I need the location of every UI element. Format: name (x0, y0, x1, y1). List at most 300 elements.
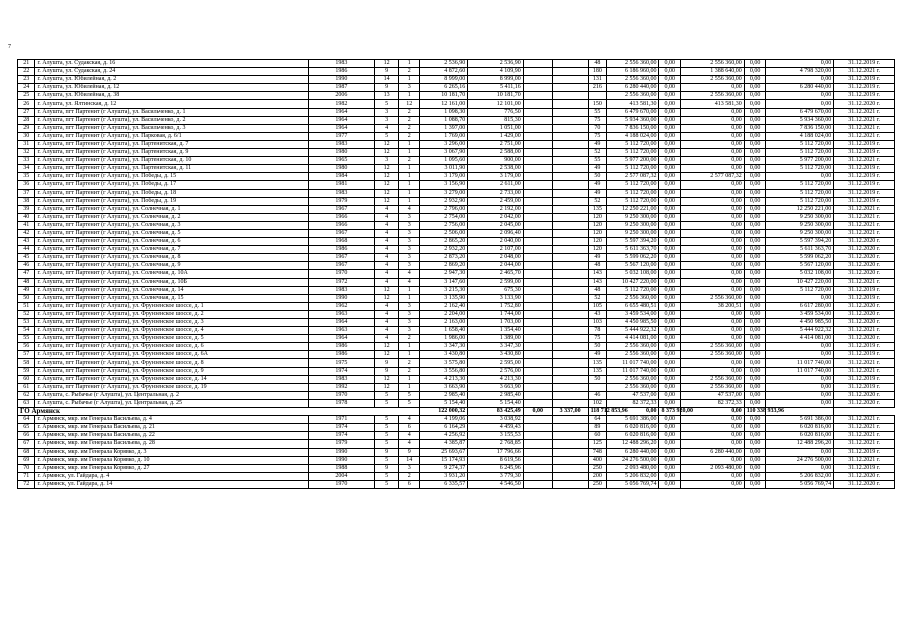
data-cell: 2 947,30 (419, 270, 467, 278)
table-row (18, 229, 895, 237)
data-cell: 3 459 534,00 (766, 310, 834, 318)
data-cell: 12 (374, 343, 399, 351)
data-cell: 4 (374, 278, 399, 286)
data-cell (552, 205, 588, 213)
data-cell: 31.12.2020 г. (834, 302, 895, 310)
data-cell: 5 (374, 472, 399, 480)
data-cell (523, 278, 552, 286)
data-cell: 14 (399, 456, 420, 464)
data-cell: 0,00 (659, 254, 681, 262)
data-cell: 1980 (308, 165, 374, 173)
data-cell: 2 556 360,00 (607, 351, 659, 359)
data-cell: 5 112 720,00 (607, 189, 659, 197)
data-cell: 3 147,60 (419, 278, 467, 286)
data-cell: 0,00 (681, 140, 745, 148)
data-cell: 0,00 (766, 76, 834, 84)
data-cell: 3 155,53 (468, 432, 524, 440)
data-cell: 6 265,16 (419, 84, 467, 92)
data-cell: 6 020 816,00 (607, 424, 659, 432)
data-cell (523, 116, 552, 124)
data-cell: 1982 (308, 100, 374, 108)
data-cell: 10 181,70 (468, 92, 524, 100)
row-number-cell: 69 (18, 456, 35, 464)
data-cell: 31.12.2021 г. (834, 108, 895, 116)
data-cell: 2 556 360,00 (681, 60, 745, 68)
data-cell: 2 985,40 (468, 391, 524, 399)
address-cell: г. Алушта, пгт Партенит (г Алушта), ул. Фрунзенское шоссе, д. 8 (35, 359, 308, 367)
data-cell: 250 (588, 480, 607, 488)
address-cell: г. Алушта, пгт Партенит (г Алушта), ул. Фрунзенское шоссе, д. 1 (35, 302, 308, 310)
data-cell: 9 (374, 84, 399, 92)
data-cell: 31.12.2020 г. (834, 472, 895, 480)
data-cell: 12 (374, 383, 399, 391)
data-cell: 5 611 363,70 (766, 246, 834, 254)
data-cell: 0,00 (681, 480, 745, 488)
data-cell: 4 213,30 (419, 375, 467, 383)
data-cell: 31.12.2019 г. (834, 383, 895, 391)
data-cell (552, 165, 588, 173)
data-cell: 0,00 (744, 440, 766, 448)
data-cell: 9 250 300,00 (766, 221, 834, 229)
data-cell: 0,00 (681, 124, 745, 132)
data-cell: 0,00 (659, 399, 681, 407)
data-cell: 9 250 300,00 (607, 213, 659, 221)
table-row (18, 262, 895, 270)
address-cell: г. Алушта, пгт Партенит (г Алушта), ул. Солнечная, д. 7 (35, 246, 308, 254)
data-cell: 50 (588, 173, 607, 181)
data-cell: 143 (588, 278, 607, 286)
data-cell (523, 197, 552, 205)
row-number-cell: 67 (18, 440, 35, 448)
data-cell: 31.12.2021 г. (834, 424, 895, 432)
data-cell: 38 200,51 (681, 302, 745, 310)
data-cell: 1983 (308, 140, 374, 148)
address-cell: г. Алушта, пгт Партенит (г Алушта), ул. Васильченко, д. 1 (35, 108, 308, 116)
data-cell (523, 246, 552, 254)
data-cell: 0,00 (766, 351, 834, 359)
data-cell: 3 011,90 (419, 165, 467, 173)
data-cell (552, 335, 588, 343)
page-number: 7 (8, 44, 11, 50)
table-row (18, 205, 895, 213)
data-cell: 0,00 (659, 197, 681, 205)
data-cell: 4 (399, 440, 420, 448)
data-cell: 2 (399, 359, 420, 367)
data-cell: 50 (588, 375, 607, 383)
data-cell: 131 (588, 76, 607, 84)
row-number-cell: 24 (18, 84, 35, 92)
data-cell (523, 189, 552, 197)
data-cell: 1 (399, 173, 420, 181)
data-cell: 31.12.2019 г. (834, 464, 895, 472)
data-cell: 9 (399, 448, 420, 456)
data-cell: 0,00 (681, 189, 745, 197)
table-row (18, 335, 895, 343)
data-cell: 6 280 440,00 (607, 84, 659, 92)
data-cell: 4 414 081,00 (607, 335, 659, 343)
data-cell: 0,00 (744, 173, 766, 181)
data-cell: 46 (588, 391, 607, 399)
row-number-cell: 70 (18, 464, 35, 472)
data-cell: 1 429,00 (468, 132, 524, 140)
data-cell: 5 (399, 391, 420, 399)
data-cell (523, 254, 552, 262)
data-cell (552, 375, 588, 383)
data-cell: 5 112 720,00 (607, 149, 659, 157)
group-total-cell: 83 425,49 (468, 408, 524, 416)
data-cell: 2 (399, 157, 420, 165)
data-cell: 31.12.2020 г. (834, 319, 895, 327)
group-total-cell: 0,00 (607, 408, 659, 416)
data-cell: 75 (588, 132, 607, 140)
data-cell (523, 448, 552, 456)
data-cell: 25 693,67 (419, 448, 467, 456)
data-cell: 0,00 (681, 278, 745, 286)
data-cell: 0,00 (744, 302, 766, 310)
data-cell: 1 (399, 165, 420, 173)
data-cell (523, 76, 552, 84)
address-cell: г. Алушта, пгт Партенит (г Алушта), ул. Победы, д. 15 (35, 173, 308, 181)
data-cell: 5 112 720,00 (766, 286, 834, 294)
data-cell: 2 093 480,00 (681, 464, 745, 472)
data-cell: 8 999,00 (468, 76, 524, 84)
data-cell: 12 (399, 100, 420, 108)
data-cell: 1988 (308, 464, 374, 472)
data-cell: 3 215,30 (419, 286, 467, 294)
data-cell: 0,00 (659, 310, 681, 318)
data-cell: 105 (588, 302, 607, 310)
address-cell: г. Алушта, пгт Партенит (г Алушта), ул. Фрунзенское шоссе, д. 3 (35, 319, 308, 327)
data-cell: 1964 (308, 108, 374, 116)
address-cell: г. Армянск, мкр. им Генерала Васильева, д. 28 (35, 440, 308, 448)
data-cell: 48 (588, 262, 607, 270)
data-cell: 2 093 480,00 (607, 464, 659, 472)
data-cell: 0,00 (744, 116, 766, 124)
table-body (18, 60, 895, 489)
data-cell: 2 556 360,00 (607, 92, 659, 100)
data-cell: 815,30 (468, 116, 524, 124)
data-cell: 0,00 (659, 351, 681, 359)
data-cell: 1 752,80 (468, 302, 524, 310)
data-cell: 12 (374, 140, 399, 148)
table-row (18, 92, 895, 100)
data-cell: 748 (588, 448, 607, 456)
data-cell: 0,00 (681, 197, 745, 205)
data-cell: 1967 (308, 262, 374, 270)
data-cell (552, 76, 588, 84)
row-number-cell: 32 (18, 149, 35, 157)
data-cell (552, 270, 588, 278)
data-cell: 5 977 200,00 (607, 157, 659, 165)
data-cell: 3 347,30 (468, 343, 524, 351)
data-cell (552, 383, 588, 391)
row-number-cell: 68 (18, 448, 35, 456)
data-cell: 5 599 062,20 (766, 254, 834, 262)
row-number-cell: 42 (18, 229, 35, 237)
data-cell (552, 343, 588, 351)
row-number-cell: 46 (18, 262, 35, 270)
data-cell: 47 537,00 (607, 391, 659, 399)
data-cell: 1 (399, 351, 420, 359)
data-cell: 2 465,70 (468, 270, 524, 278)
data-cell: 125 (588, 440, 607, 448)
data-cell: 5 444 922,32 (607, 327, 659, 335)
data-cell: 5 112 720,00 (607, 165, 659, 173)
data-cell (552, 294, 588, 302)
data-cell: 0,00 (744, 383, 766, 391)
data-cell: 1 (399, 76, 420, 84)
data-cell (523, 383, 552, 391)
row-number-cell: 71 (18, 472, 35, 480)
data-cell: 4 450 985,50 (766, 319, 834, 327)
data-cell: 6 020 816,00 (607, 432, 659, 440)
data-cell: 0,00 (659, 92, 681, 100)
data-cell: 11 017 740,00 (607, 367, 659, 375)
data-cell: 55 (588, 157, 607, 165)
data-cell: 12 (374, 197, 399, 205)
data-cell: 3 (399, 464, 420, 472)
group-total-cell: 122 000,32 (419, 408, 467, 416)
data-cell: 6 655 480,51 (607, 302, 659, 310)
data-cell: 2 (399, 367, 420, 375)
data-cell: 0,00 (681, 327, 745, 335)
address-cell: г. Армянск, мкр. им Генерала Корявко, д. 27 (35, 464, 308, 472)
data-cell: 12 (374, 286, 399, 294)
data-cell: 2 595,00 (468, 359, 524, 367)
data-cell: 0,00 (659, 262, 681, 270)
data-cell: 0,00 (659, 294, 681, 302)
data-cell (552, 302, 588, 310)
data-cell: 3 (374, 108, 399, 116)
data-cell (552, 286, 588, 294)
data-cell: 1986 (308, 343, 374, 351)
row-number-cell: 43 (18, 238, 35, 246)
table-row (18, 359, 895, 367)
data-cell: 1968 (308, 238, 374, 246)
data-cell (552, 221, 588, 229)
data-cell: 0,00 (744, 327, 766, 335)
address-cell: г. Алушта, ул. Ялтинская, д. 12 (35, 100, 308, 108)
data-cell (523, 108, 552, 116)
data-cell: 1 703,00 (468, 319, 524, 327)
data-cell: 0,00 (681, 246, 745, 254)
row-number-cell: 54 (18, 327, 35, 335)
row-number-cell: 27 (18, 108, 35, 116)
data-cell: 31.12.2019 г. (834, 375, 895, 383)
data-cell: 5 (374, 399, 399, 407)
data-cell: 1962 (308, 302, 374, 310)
data-cell: 0,00 (744, 108, 766, 116)
data-cell: 0,00 (744, 343, 766, 351)
address-cell: г. Алушта, пгт Партенит (г Алушта), ул. Фрунзенское шоссе, д. 19 (35, 383, 308, 391)
data-cell: 31.12.2020 г. (834, 254, 895, 262)
table-row (18, 343, 895, 351)
table-row (18, 351, 895, 359)
data-cell: 0,00 (744, 197, 766, 205)
data-cell: 150 (588, 100, 607, 108)
data-cell: 2 506,00 (419, 229, 467, 237)
data-cell: 1 095,60 (419, 157, 467, 165)
data-cell: 900,00 (468, 157, 524, 165)
data-cell: 31.12.2020 г. (834, 100, 895, 108)
data-cell (523, 416, 552, 424)
data-cell: 2 192,00 (468, 205, 524, 213)
data-cell: 2 163,00 (419, 319, 467, 327)
table-row (18, 310, 895, 318)
data-cell: 1983 (308, 189, 374, 197)
data-cell: 5 597 394,20 (607, 238, 659, 246)
data-cell (523, 359, 552, 367)
row-number-cell: 22 (18, 68, 35, 76)
address-cell: г. Алушта, пгт Партенит (г Алушта), ул. Солнечная, д. 2 (35, 213, 308, 221)
data-cell: 9 250 300,00 (766, 213, 834, 221)
data-cell: 12 (374, 351, 399, 359)
address-cell: г. Армянск, мкр. им Генерала Васильева, д. 21 (35, 424, 308, 432)
data-cell: 31.12.2019 г. (834, 173, 895, 181)
row-number-cell: 31 (18, 140, 35, 148)
address-cell: г. Алушта, пгт Партенит (г Алушта), ул. Солнечная, д. 8 (35, 254, 308, 262)
data-cell: 5 (374, 432, 399, 440)
data-cell: 1986 (308, 351, 374, 359)
data-cell: 4 213,30 (468, 375, 524, 383)
data-cell: 6 280 440,00 (681, 448, 745, 456)
row-number-cell: 21 (18, 60, 35, 68)
group-total-cell: 8 373 920,00 (659, 408, 681, 416)
data-cell: 2 538,00 (468, 165, 524, 173)
data-cell (552, 84, 588, 92)
data-cell: 60 (588, 432, 607, 440)
data-cell: 7 836 150,00 (607, 124, 659, 132)
data-cell: 0,00 (744, 359, 766, 367)
data-cell: 1 (399, 383, 420, 391)
data-cell: 31.12.2019 г. (834, 181, 895, 189)
data-cell (552, 440, 588, 448)
table-row (18, 375, 895, 383)
row-number-cell: 37 (18, 189, 35, 197)
data-cell: 31.12.2019 г. (834, 286, 895, 294)
data-cell: 135 (588, 205, 607, 213)
address-cell: г. Алушта, пгт Партенит (г Алушта), ул. Фрунзенское шоссе, д. 2 (35, 310, 308, 318)
table-row (18, 116, 895, 124)
data-cell: 0,00 (744, 165, 766, 173)
data-cell: 3 (399, 262, 420, 270)
data-cell: 0,00 (766, 375, 834, 383)
data-cell: 0,00 (659, 157, 681, 165)
data-cell: 2 576,00 (468, 367, 524, 375)
data-cell: 5 112 720,00 (766, 181, 834, 189)
data-cell: 2 204,00 (419, 310, 467, 318)
table-row (18, 189, 895, 197)
data-cell: 12 250 221,00 (607, 205, 659, 213)
data-cell: 1983 (308, 286, 374, 294)
data-cell: 1977 (308, 132, 374, 140)
row-number-cell: 44 (18, 246, 35, 254)
data-cell: 1965 (308, 157, 374, 165)
address-cell: г. Армянск, ул. Гайдара, д. 4 (35, 472, 308, 480)
data-cell (523, 480, 552, 488)
row-number-cell: 40 (18, 213, 35, 221)
data-cell: 5 112 720,00 (766, 197, 834, 205)
data-cell: 0,00 (659, 480, 681, 488)
data-cell: 0,00 (659, 448, 681, 456)
data-cell: 0,00 (744, 294, 766, 302)
data-cell: 2 556 360,00 (607, 343, 659, 351)
data-cell: 413 581,30 (607, 100, 659, 108)
data-cell: 6 (399, 480, 420, 488)
data-cell: 0,00 (744, 238, 766, 246)
data-cell: 1 658,40 (419, 327, 467, 335)
data-cell (523, 157, 552, 165)
data-cell: 250 (588, 464, 607, 472)
data-cell: 5 (374, 391, 399, 399)
data-cell: 2 985,40 (419, 391, 467, 399)
data-cell: 1 389,00 (468, 335, 524, 343)
data-cell: 31.12.2021 г. (834, 124, 895, 132)
data-cell: 1 769,00 (419, 132, 467, 140)
data-cell (552, 432, 588, 440)
row-number-cell: 36 (18, 181, 35, 189)
data-cell: 0,00 (659, 383, 681, 391)
table-row (18, 327, 895, 335)
data-cell (552, 157, 588, 165)
table-row (18, 464, 895, 472)
data-cell: 0,00 (681, 359, 745, 367)
address-cell: г. Алушта, пгт Партенит (г Алушта), ул. Солнечная, д. 3 (35, 221, 308, 229)
data-cell: 1974 (308, 424, 374, 432)
data-cell: 1967 (308, 229, 374, 237)
data-cell: 48 (588, 60, 607, 68)
group-total-cell: 3 337,00 (552, 408, 588, 416)
data-cell: 52 (588, 149, 607, 157)
data-cell: 776,50 (468, 108, 524, 116)
data-cell: 3 779,30 (468, 472, 524, 480)
data-cell: 4 (399, 416, 420, 424)
data-cell: 0,00 (659, 456, 681, 464)
row-number-cell: 66 (18, 432, 35, 440)
data-cell: 31.12.2021 г. (834, 367, 895, 375)
address-cell: г. Алушта, пгт Партенит (г Алушта), ул. Партенитская, д. 10 (35, 157, 308, 165)
data-cell: 6 280 440,00 (607, 448, 659, 456)
data-cell: 31.12.2019 г. (834, 197, 895, 205)
data-cell: 3 663,90 (468, 383, 524, 391)
table-row (18, 84, 895, 92)
data-cell (552, 399, 588, 407)
data-cell: 1990 (308, 76, 374, 84)
address-cell: г. Алушта, пгт Партенит (г Алушта), ул. Солнечная, д. 14 (35, 286, 308, 294)
data-cell: 6 164,29 (419, 424, 467, 432)
data-cell: 1 (399, 197, 420, 205)
data-cell: 0,00 (659, 286, 681, 294)
data-cell: 70 (588, 124, 607, 132)
data-cell: 1990 (308, 294, 374, 302)
data-cell (523, 205, 552, 213)
data-cell: 1 (399, 343, 420, 351)
row-number-cell: 51 (18, 302, 35, 310)
data-cell: 5 (374, 424, 399, 432)
data-cell: 7 836 150,00 (766, 124, 834, 132)
data-cell: 2 044,00 (468, 262, 524, 270)
data-cell: 0,00 (681, 108, 745, 116)
data-cell (552, 391, 588, 399)
data-cell: 0,00 (744, 335, 766, 343)
data-cell: 31.12.2019 г. (834, 84, 895, 92)
data-cell (523, 165, 552, 173)
data-cell: 0,00 (744, 246, 766, 254)
data-cell: 49 (588, 181, 607, 189)
data-cell: 3 430,80 (419, 351, 467, 359)
data-cell: 0,00 (766, 343, 834, 351)
data-cell: 1 (399, 140, 420, 148)
